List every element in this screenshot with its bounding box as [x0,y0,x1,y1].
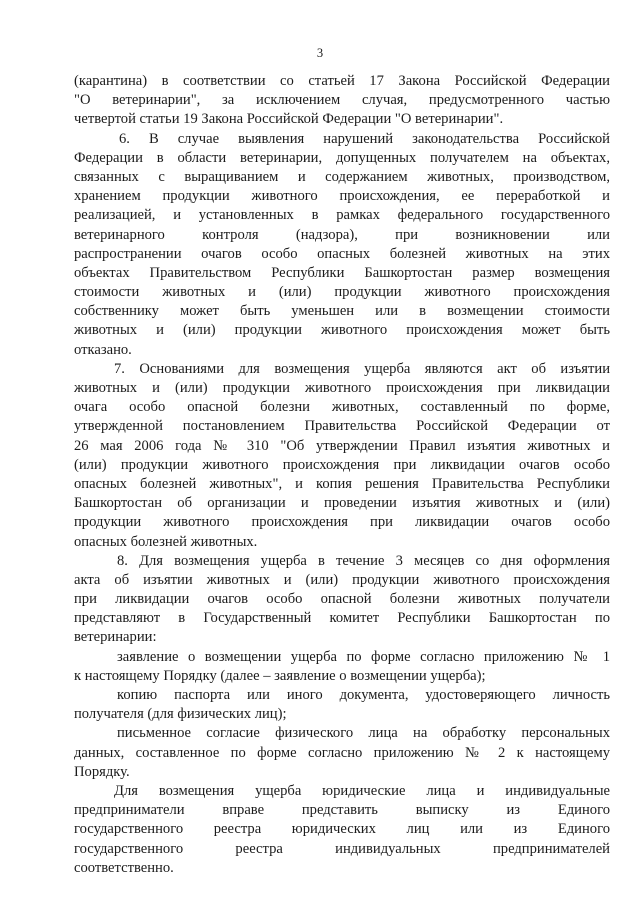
text-line: утвержденной постановлением Правительства Российской Федерации от [74,418,610,435]
text-line: "О ветеринарии", за исключением случая, предусмотренного частью [74,92,610,109]
text-line: данных, составленное по форме согласно приложению № 2 к настоящему [74,744,610,761]
text-line: акта об изъятии животных и (или) продукции животного происхождения [74,571,610,588]
text-line: Порядку. [74,763,130,780]
text-line: животных и (или) продукции животного происхождения может быть [74,322,610,339]
paragraph-6-start: 6. В случае выявления нарушений законодательства Российской [119,130,610,147]
document-body [74,72,610,878]
text-line: хранением продукции животного происхождения, ее переработкой и [74,188,610,205]
text-line: Федерации в области ветеринарии, допущенных получателем на объектах, [74,149,610,166]
text-line: Башкортостан об организации и проведении изъятия животных и (или) [74,495,610,512]
list-item-consent: письменное согласие физического лица на обработку персональных [117,725,610,742]
text-line: объектах Правительством Республики Башкортостан размер возмещения [74,264,610,281]
text-line: опасных болезней животных. [74,533,258,550]
text-line: государственного реестра индивидуальных предпринимателей [74,840,610,857]
text-line: четвертой статьи 19 Закона Российской Федерации "О ветеринарии". [74,111,504,128]
text-line: стоимости животных и (или) продукции животного происхождения [74,284,610,301]
list-item-application: заявление о возмещении ущерба по форме согласно приложению № 1 [117,648,610,665]
list-item-passport-copy: копию паспорта или иного документа, удостоверяющего личность [117,687,610,703]
text-line: при ликвидации очагов особо опасной болезни животных получатели [74,591,610,608]
text-line: очага особо опасной болезни животных, составленный по форме, [74,399,610,416]
text-line: животных и (или) продукции животного происхождения при ликвидации [74,380,610,396]
paragraph-8-start: 8. Для возмещения ущерба в течение 3 месяцев со дня оформления [117,552,610,569]
text-line: ветеринарии: [74,629,157,646]
text-line: представляют в Государственный комитет Республики Башкортостан по [74,610,610,627]
text-line: (карантина) в соответствии со статьей 17 Закона Российской Федерации [74,73,610,89]
text-line: (или) продукции животного происхождения при ликвидации очагов особо [74,456,610,473]
text-line: реализацией, и установленных в рамках федерального государственного [74,207,610,224]
paragraph-7-start: 7. Основаниями для возмещения ущерба являются акт об изъятии [114,360,610,377]
text-line: государственного реестра юридических лиц или из Единого [74,821,610,838]
text-line: опасных болезней животных", и копия решения Правительства Республики [74,475,610,492]
text-line: собственнику может быть уменьшен или в возмещении стоимости [74,303,610,320]
text-line: к настоящему Порядку (далее – заявление о возмещении ущерба); [74,667,486,684]
text-line: связанных с выращиванием и содержанием животных, производством, [74,168,610,185]
text-line: отказано. [74,341,132,358]
text-line: продукции животного происхождения при ликвидации очагов особо [74,514,610,531]
paragraph-legal-entities-start: Для возмещения ущерба юридические лица и индивидуальные [114,782,610,799]
text-line: распространении очагов особо опасных болезней животных на этих [74,245,610,262]
text-line: соответственно. [74,859,174,876]
text-line: 26 мая 2006 года № 310 "Об утверждении Правил изъятия животных и [74,437,610,454]
text-line: предприниматели вправе представить выписку из Единого [74,802,610,819]
text-line: ветеринарного контроля (надзора), при возникновении или [74,226,610,243]
text-line: получателя (для физических лиц); [74,706,287,723]
page-number: 3 [316,46,324,60]
